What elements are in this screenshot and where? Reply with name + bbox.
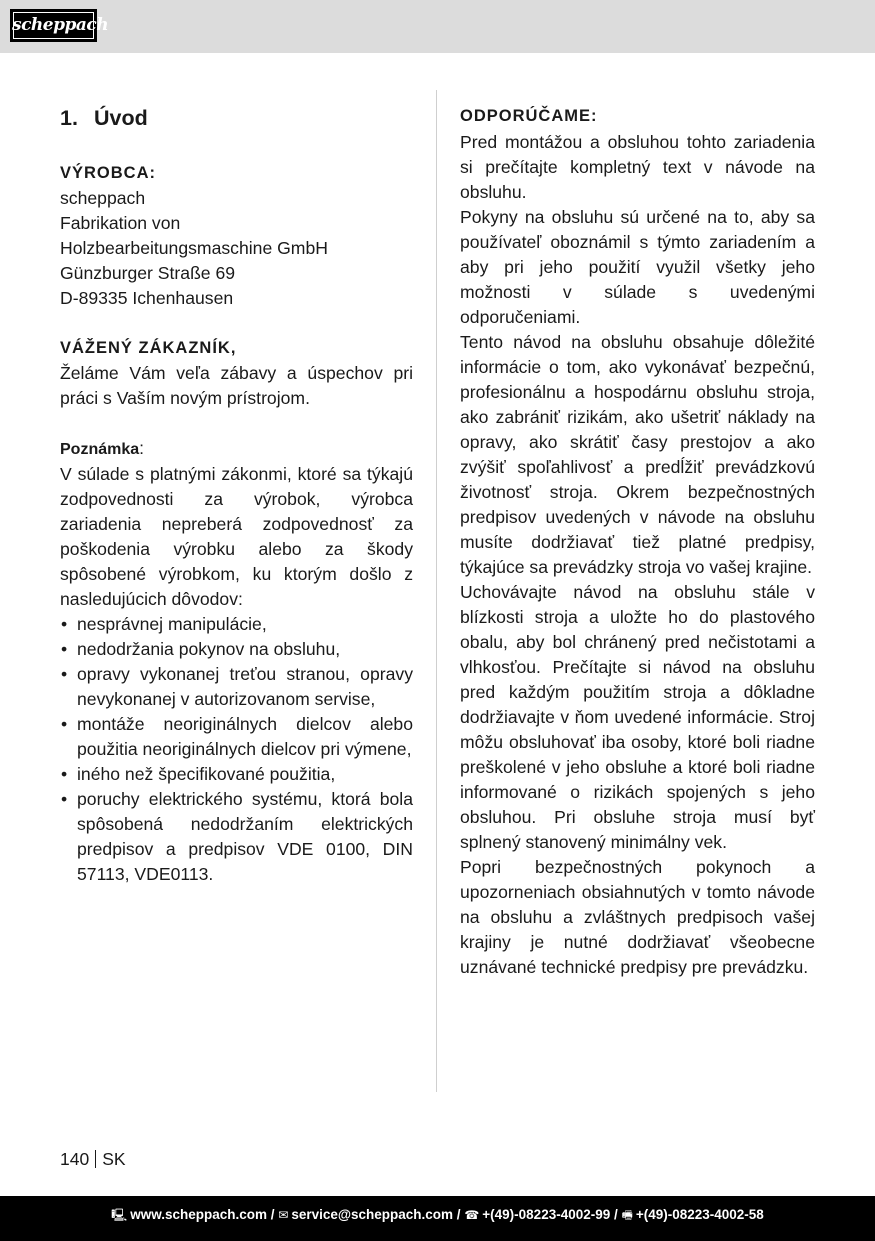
address-line: scheppach — [60, 188, 146, 208]
scheppach-logo: scheppach — [10, 9, 97, 42]
recommend-heading: ODPORÚČAME: — [460, 107, 598, 125]
page-separator — [95, 1150, 96, 1168]
right-column — [460, 103, 815, 980]
note-heading — [60, 436, 413, 462]
recommend-paragraph: Popri bezpečnostných pokynoch a upozorneniach obsiahnutých v tomto návode na obsluhu a zvláštnych predpisoch vašej krajiny je nutné dodržiavať všeobecne uznávané technické predpisy pre prevádzku. — [460, 857, 815, 977]
list-item: • iného než špecifikované použitia, — [60, 762, 413, 787]
page-number: 140 — [60, 1149, 90, 1169]
phone-icon: ☎ — [464, 1208, 480, 1222]
list-item: • nedodržania pokynov na obsluhu, — [60, 637, 413, 662]
customer-text: Želáme Vám veľa zábavy a úspechov pri práci s Vaším novým prístrojom. — [60, 363, 413, 408]
customer-heading: VÁŽENÝ ZÁKAZNÍK, — [60, 339, 237, 357]
address-line: Günzburger Straße 69 — [60, 263, 236, 283]
note-text: V súlade s platnými zákonmi, ktoré sa týkajú zodpovednosti za výrobok, výrobca zariadenia nepreberá zodpovednosť za poškodenia výrobku alebo za škody spôsobené výrobkom, ku ktorým došlo z nasledujúcich dôvodov: — [60, 464, 413, 609]
note-colon: : — [139, 438, 145, 458]
recommend-paragraph: Pred montážou a obsluhou tohto zariadenia si prečítajte kompletný text v návode na obsluhu. — [460, 132, 815, 202]
address-line: Holzbearbeitungsmaschine GmbH — [60, 238, 328, 258]
recommend-paragraph: Tento návod na obsluhu obsahuje dôležité informácie o tom, ako vykonávať bezpečnú, profesionálnu a hospodárnu obsluhu stroja, ako zabrániť rizikám, ako ušetriť náklady na opravy, ako skrátiť časy prestojov a ako zvýšiť spoľahlivosť a predĺžiť prevádzkovú životnosť stroja. Okrem bezpečnostných predpisov uvedených v návode na obsluhu musíte dodržiavať tiež platné predpisy, týkajúce sa prevádzky stroja vo vašej krajine. — [460, 332, 815, 577]
fax-icon: 🖷 — [621, 1208, 633, 1222]
phone-number: +(49)-08223-4002-99 / — [482, 1207, 618, 1222]
list-item: • opravy vykonanej treťou stranou, opravy nevykonanej v autorizovanom servise, — [60, 662, 413, 712]
computer-icon: 🖳 — [111, 1208, 128, 1222]
reasons-list — [60, 612, 413, 887]
mail-icon: ✉ — [278, 1208, 289, 1222]
header-bar — [0, 0, 875, 53]
fax-number: +(49)-08223-4002-58 — [635, 1207, 764, 1222]
manufacturer-address — [60, 186, 413, 311]
section-number: 1. — [60, 106, 78, 130]
list-item: • nesprávnej manipulácie, — [60, 612, 413, 637]
email-link[interactable]: service@scheppach.com / — [291, 1207, 461, 1222]
page-footer — [60, 1147, 126, 1171]
website-link[interactable]: www.scheppach.com / — [130, 1207, 275, 1222]
language-code: SK — [102, 1149, 126, 1169]
recommend-paragraph: Uchovávajte návod na obsluhu stále v blízkosti stroja a uložte ho do plastového obalu, aby bol chránený pred nečistotami a vlhkosťou. Prečítajte si návod na obsluhu pred každým použitím stroja a dôkladne dodržiavajte v ňom uvedené informácie. Stroj môžu obsluhovať iba osoby, ktoré boli riadne preškolené v jeho obsluhe a ktoré boli riadne informované o rizikách spojených s jeho obsluhou. Pri obsluhe stroja musí byť splnený stanovený minimálny vek. — [460, 582, 815, 852]
section-title — [60, 103, 413, 133]
column-divider — [436, 90, 437, 1092]
manufacturer-heading: VÝROBCA: — [60, 164, 157, 182]
note-label: Poznámka — [60, 441, 140, 458]
left-column — [60, 103, 413, 887]
recommend-paragraph: Pokyny na obsluhu sú určené na to, aby sa používateľ oboznámil s týmto zariadením a aby pri jeho použití využil všetky jeho možnosti v súlade s uvedenými odporučeniami. — [460, 207, 815, 327]
section-title-text: Úvod — [94, 106, 148, 130]
address-line: D-89335 Ichenhausen — [60, 288, 234, 308]
contact-bar — [0, 1196, 875, 1241]
list-item: • montáže neoriginálnych dielcov alebo použitia neoriginálnych dielcov pri výmene, — [60, 712, 413, 762]
address-line: Fabrikation von — [60, 213, 181, 233]
list-item: • poruchy elektrického systému, ktorá bola spôsobená nedodržaním elektrických predpisov a predpisov VDE 0100, DIN 57113, VDE0113. — [60, 787, 413, 887]
